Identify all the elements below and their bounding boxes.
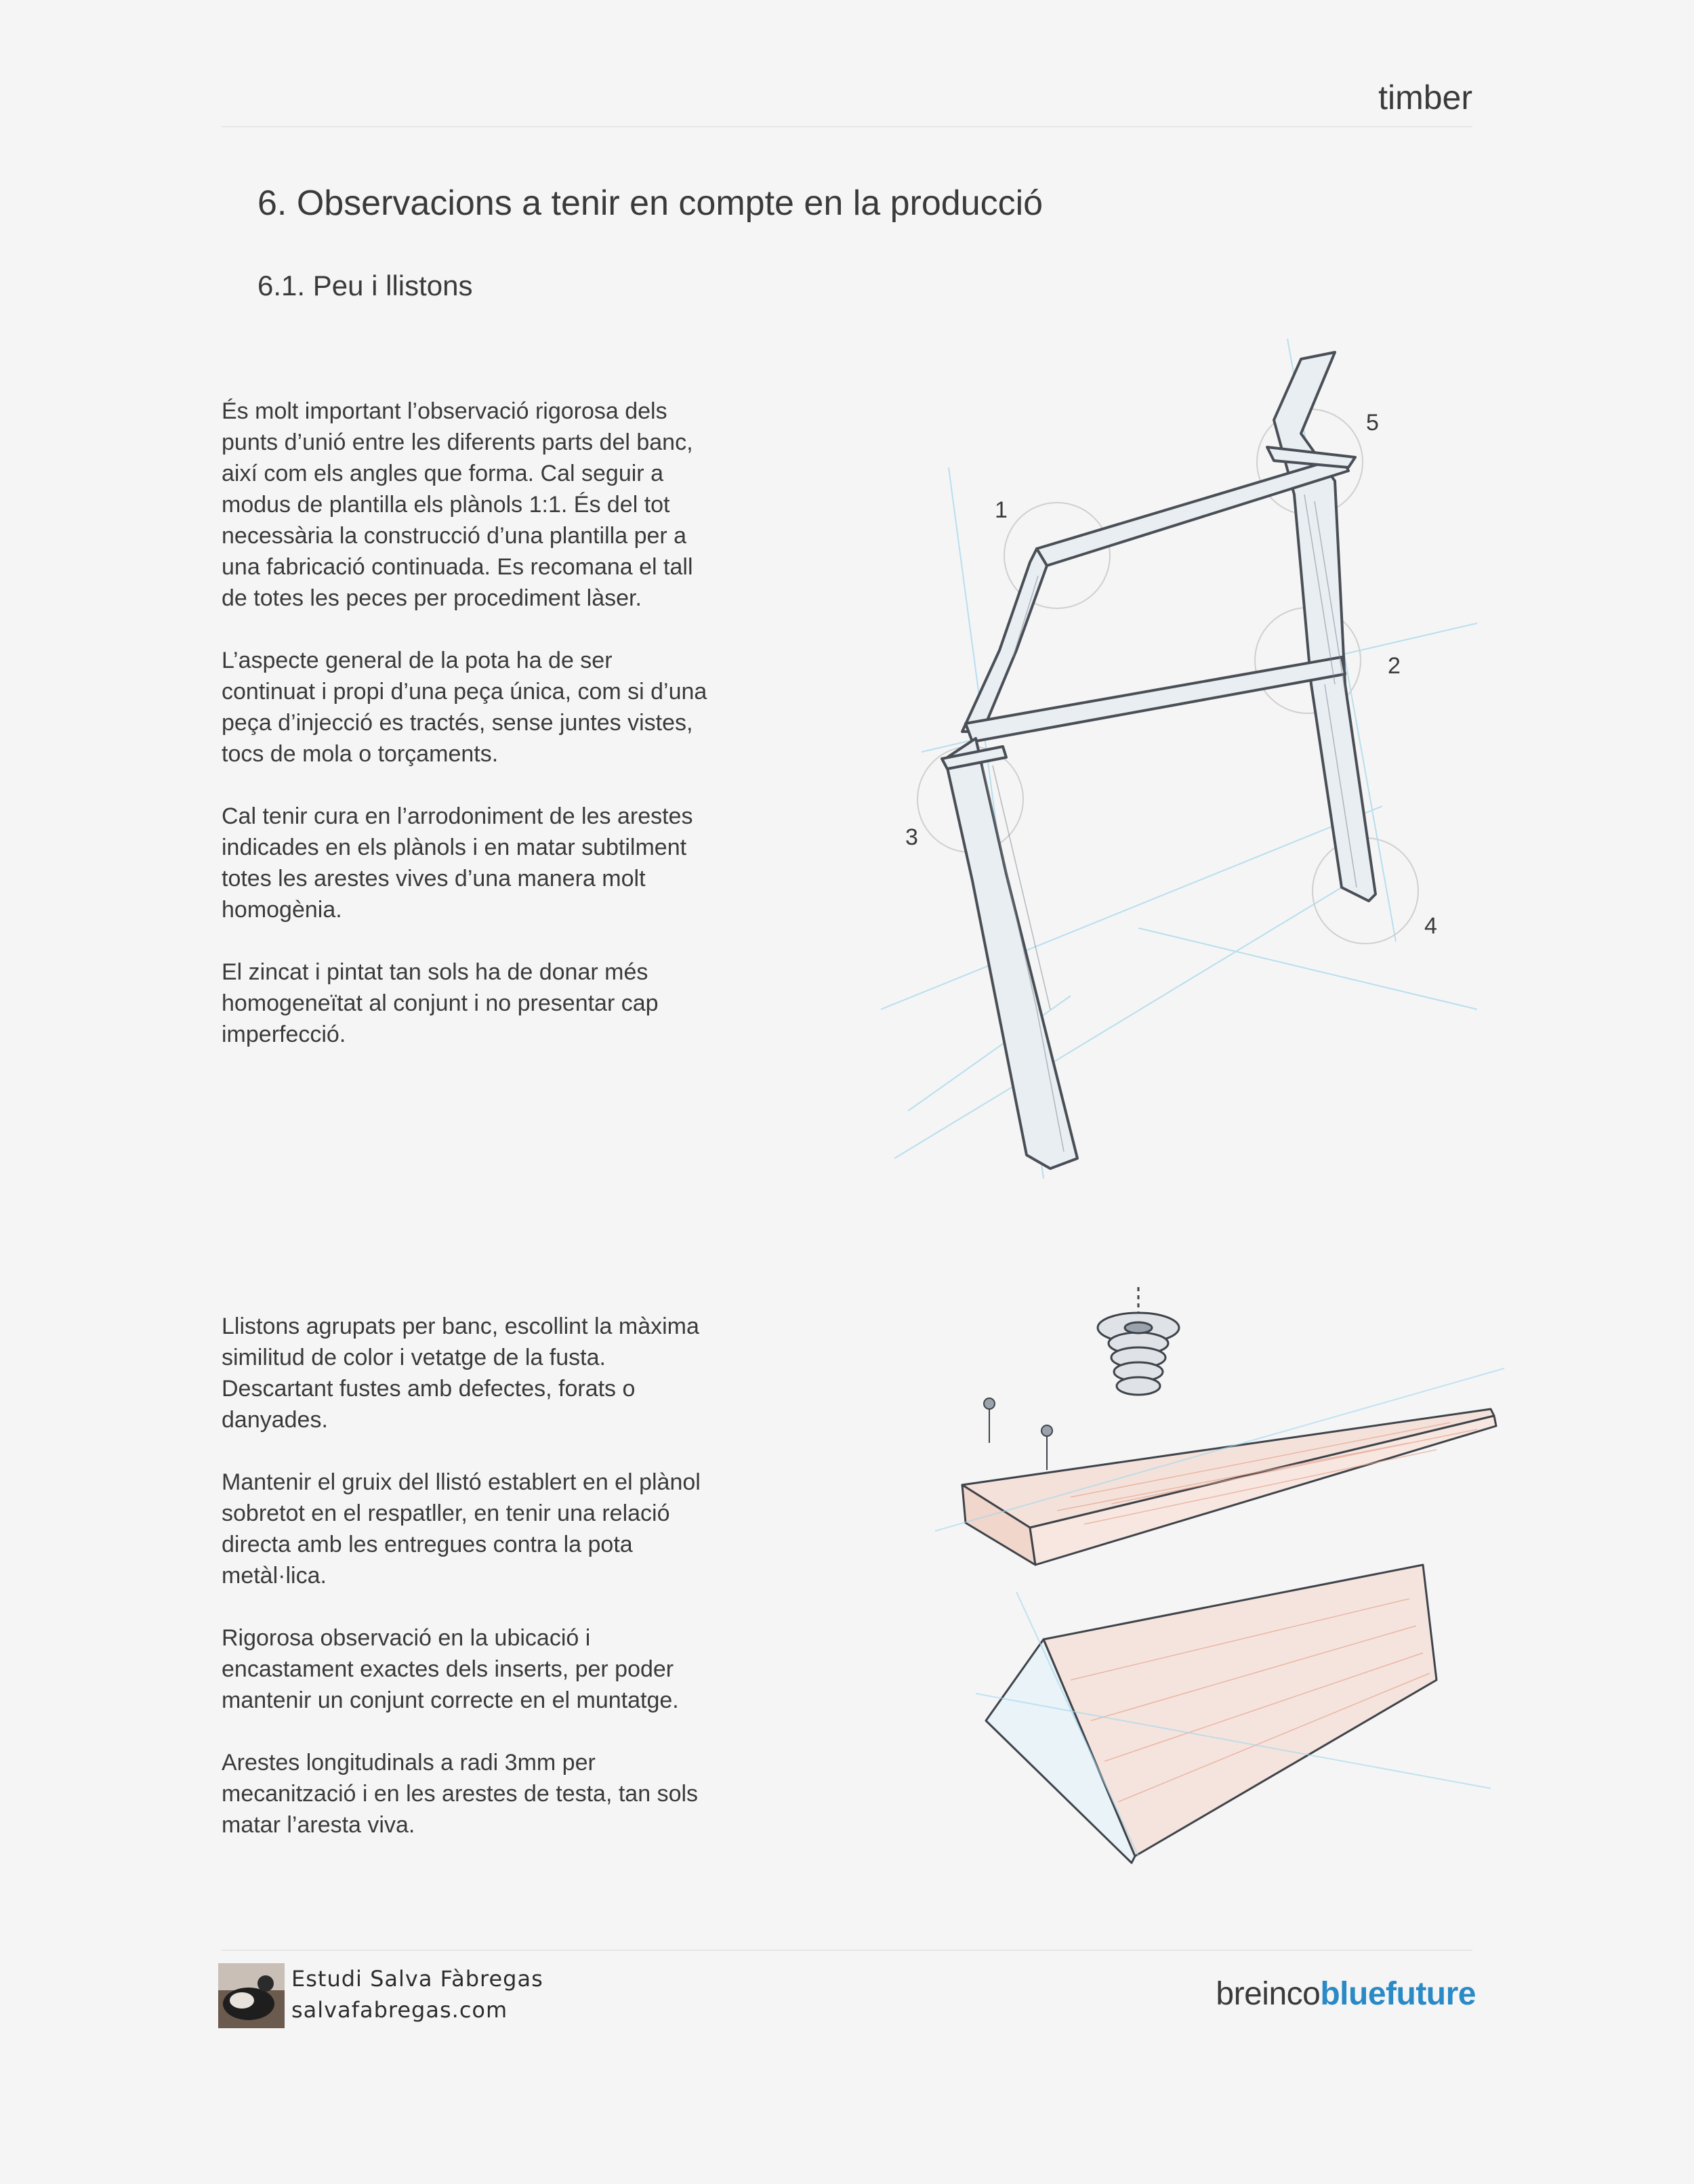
header-title: timber xyxy=(1378,79,1472,117)
section-subtitle: 6.1. Peu i llistons xyxy=(257,270,473,301)
paragraph: Arestes longitudinals a radi 3mm per mecanització i en les arestes de testa, tan sols matar l’aresta viva. xyxy=(222,1750,699,1838)
studio-logo-image xyxy=(218,1963,285,2028)
paragraph: És molt important l’observació rigorosa dels punts d’unió entre les diferents parts del banc, així com els angles que forma. Cal seguir a modus de plantilla els plànols 1:1. És del tot necessària la construcció d’una plantilla per a una fabricació continuada. Es recomana el tall de totes les peces per procediment làser. xyxy=(222,398,693,611)
studio-website[interactable]: salvafabregas.com xyxy=(291,1997,508,2023)
paragraph: L’aspecte general de la pota ha de ser continuat i propi d’una peça única, com si d’una peça d’injecció es tractés, sense juntes vistes, tocs de mola o torçaments. xyxy=(222,648,707,767)
slat-sketch-figure xyxy=(935,1274,1511,1870)
leg-sketch-figure xyxy=(867,332,1511,1213)
footer-divider xyxy=(222,1950,1472,1951)
brand-logo-part1: breinco xyxy=(1216,1976,1321,2012)
paragraph: Mantenir el gruix del llistó establert en el plànol sobretot en el respatller, en tenir una relació directa amb les entregues contra la pota metàl·lica. xyxy=(222,1469,701,1589)
brand-logo-part2: bluefuture xyxy=(1320,1976,1476,2012)
callout-2: 2 xyxy=(1388,653,1401,679)
header-divider xyxy=(222,126,1472,127)
text-block-slats xyxy=(222,1311,709,1872)
studio-name: Estudi Salva Fàbregas xyxy=(291,1966,543,1992)
section-title: 6. Observacions a tenir en compte en la producció xyxy=(257,184,1044,223)
screws xyxy=(984,1398,1052,1470)
callout-1: 1 xyxy=(995,497,1008,523)
threaded-insert xyxy=(1098,1287,1179,1395)
paragraph: El zincat i pintat tan sols ha de donar més homogeneïtat al conjunt i no presentar cap imperfecció. xyxy=(222,959,659,1047)
callout-3: 3 xyxy=(905,824,918,850)
paragraph: Llistons agrupats per banc, escollint la màxima similitud de color i vetatge de la fusta. Descartant fustes amb defectes, forats o danyades. xyxy=(222,1314,699,1433)
paragraph: Cal tenir cura en l’arrodoniment de les arestes indicades en els plànols i en matar subtilment totes les arestes vives d’una manera molt homogènia. xyxy=(222,803,693,923)
callout-5: 5 xyxy=(1366,410,1379,436)
paragraph: Rigorosa observació en la ubicació i encastament exactes dels inserts, per poder mantenir un conjunt correcte en el muntatge. xyxy=(222,1625,679,1713)
slat-lower xyxy=(986,1565,1437,1863)
text-block-leg xyxy=(222,396,709,1081)
callout-4: 4 xyxy=(1424,913,1437,939)
brand-logo xyxy=(1216,1975,1476,2013)
